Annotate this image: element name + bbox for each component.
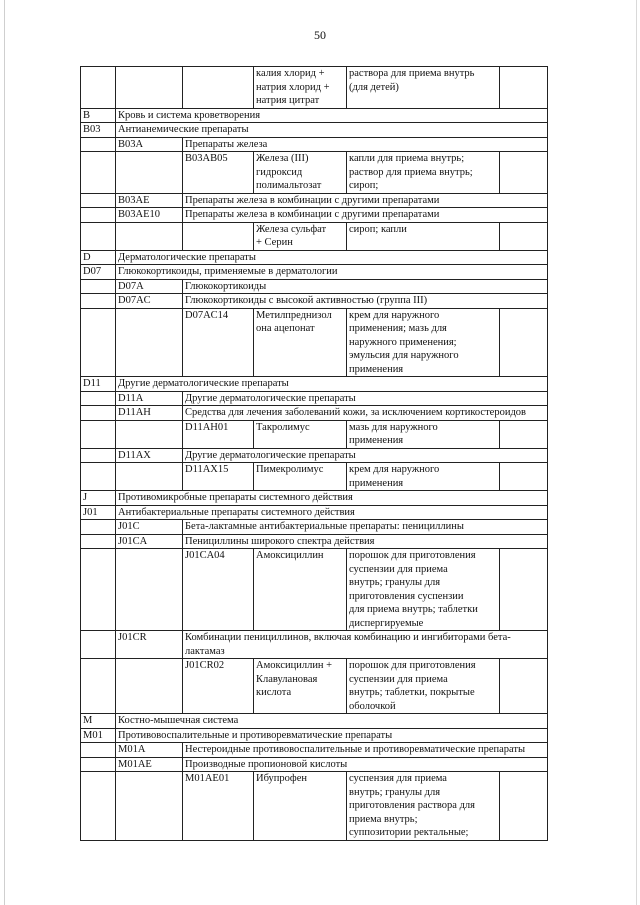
- table-row: [81, 772, 548, 841]
- atc-code-l2: [116, 67, 183, 109]
- drug-name: Железа (III) гидроксид полимальтозат: [254, 152, 347, 194]
- extra: [500, 420, 548, 448]
- dosage-form: крем для наружного применения; мазь для наружного применения; эмульсия для наружного применения: [347, 308, 500, 377]
- drug-name: Метилпреднизол она ацепонат: [254, 308, 347, 377]
- medication-table: [80, 66, 548, 841]
- atc-code-l2: [116, 152, 183, 194]
- atc-code-l1: [81, 222, 116, 250]
- group-title: Препараты железа в комбинации с другими препаратами: [183, 208, 548, 223]
- atc-code-l2: [116, 420, 183, 448]
- group-title: Другие дерматологические препараты: [183, 448, 548, 463]
- atc-code-l2: D11AH: [116, 406, 183, 421]
- group-title: Бета-лактамные антибактериальные препараты: пенициллины: [183, 520, 548, 535]
- table-row: [81, 265, 548, 280]
- atc-code-l1: [81, 743, 116, 758]
- table-row: [81, 308, 548, 377]
- atc-code-l2: B03A: [116, 137, 183, 152]
- group-title: Антибактериальные препараты системного действия: [116, 505, 548, 520]
- table-row: [81, 406, 548, 421]
- atc-code-l2: J01CA: [116, 534, 183, 549]
- table-row: [81, 534, 548, 549]
- atc-code-l1: [81, 406, 116, 421]
- group-title: Производные пропионовой кислоты: [183, 757, 548, 772]
- drug-name: Железа сульфат + Серин: [254, 222, 347, 250]
- dosage-form: сироп; капли: [347, 222, 500, 250]
- atc-code-l2: [116, 772, 183, 841]
- group-title: Кровь и система кроветворения: [116, 108, 548, 123]
- table-row: [81, 222, 548, 250]
- atc-code-l1: D07: [81, 265, 116, 280]
- group-title: Дерматологические препараты: [116, 250, 548, 265]
- extra: [500, 549, 548, 631]
- group-title: Пенициллины широкого спектра действия: [183, 534, 548, 549]
- table-row: [81, 391, 548, 406]
- extra: [500, 222, 548, 250]
- table-row: [81, 193, 548, 208]
- atc-code-l3: D11AX15: [183, 463, 254, 491]
- atc-code-l1: [81, 534, 116, 549]
- drug-name: Пимекролимус: [254, 463, 347, 491]
- atc-code-l2: [116, 463, 183, 491]
- atc-code-l2: D11AX: [116, 448, 183, 463]
- table-row: [81, 279, 548, 294]
- dosage-form: мазь для наружного применения: [347, 420, 500, 448]
- table-row: [81, 714, 548, 729]
- atc-code-l2: D07A: [116, 279, 183, 294]
- atc-code-l1: [81, 520, 116, 535]
- atc-code-l1: [81, 448, 116, 463]
- atc-code-l1: [81, 279, 116, 294]
- atc-code-l1: D: [81, 250, 116, 265]
- drug-name: калия хлорид + натрия хлорид + натрия цитрат: [254, 67, 347, 109]
- table-row: [81, 520, 548, 535]
- atc-code-l1: [81, 659, 116, 714]
- extra: [500, 772, 548, 841]
- atc-code-l2: [116, 549, 183, 631]
- group-title: Глюкокортикоиды, применяемые в дерматологии: [116, 265, 548, 280]
- group-title: Другие дерматологические препараты: [116, 377, 548, 392]
- dosage-form: крем для наружного применения: [347, 463, 500, 491]
- extra: [500, 659, 548, 714]
- atc-code-l2: M01AE: [116, 757, 183, 772]
- atc-code-l2: J01CR: [116, 631, 183, 659]
- table-row: [81, 491, 548, 506]
- table-row: [81, 659, 548, 714]
- dosage-form: порошок для приготовления суспензии для приема внутрь; гранулы для приготовления суспензии для приема внутрь; таблетки диспергируемые: [347, 549, 500, 631]
- atc-code-l2: [116, 659, 183, 714]
- drug-name: Ибупрофен: [254, 772, 347, 841]
- group-title: Костно-мышечная система: [116, 714, 548, 729]
- scan-edge-left: [4, 0, 5, 905]
- atc-code-l3: B03AB05: [183, 152, 254, 194]
- table-row: [81, 420, 548, 448]
- atc-code-l1: [81, 772, 116, 841]
- atc-code-l1: [81, 137, 116, 152]
- table-row: [81, 208, 548, 223]
- atc-code-l2: B03AE10: [116, 208, 183, 223]
- table-row: [81, 152, 548, 194]
- atc-code-l1: [81, 208, 116, 223]
- atc-code-l2: B03AE: [116, 193, 183, 208]
- table-row: [81, 631, 548, 659]
- table-row: [81, 728, 548, 743]
- atc-code-l1: [81, 420, 116, 448]
- table-row: [81, 549, 548, 631]
- scan-edge-right: [636, 0, 637, 905]
- group-title: Нестероидные противовоспалительные и противоревматические препараты: [183, 743, 548, 758]
- atc-code-l1: B03: [81, 123, 116, 138]
- atc-code-l1: [81, 193, 116, 208]
- atc-code-l2: [116, 308, 183, 377]
- drug-name: Амоксициллин + Клавулановая кислота: [254, 659, 347, 714]
- atc-code-l3: [183, 222, 254, 250]
- dosage-form: капли для приема внутрь; раствор для приема внутрь; сироп;: [347, 152, 500, 194]
- table-row: [81, 505, 548, 520]
- atc-code-l3: D07AC14: [183, 308, 254, 377]
- table-row: [81, 463, 548, 491]
- group-title: Препараты железа: [183, 137, 548, 152]
- atc-code-l2: [116, 222, 183, 250]
- page-number: 50: [314, 28, 326, 42]
- atc-code-l1: M: [81, 714, 116, 729]
- atc-code-l2: D11A: [116, 391, 183, 406]
- group-title: Противомикробные препараты системного действия: [116, 491, 548, 506]
- table-row: [81, 757, 548, 772]
- dosage-form: суспензия для приема внутрь; гранулы для приготовления раствора для приема внутрь; суппозитории ректальные;: [347, 772, 500, 841]
- dosage-form: раствора для приема внутрь (для детей): [347, 67, 500, 109]
- atc-code-l1: [81, 152, 116, 194]
- group-title: Противовоспалительные и противоревматические препараты: [116, 728, 548, 743]
- extra: [500, 67, 548, 109]
- table-row: [81, 67, 548, 109]
- atc-code-l2: J01C: [116, 520, 183, 535]
- drug-name: Амоксициллин: [254, 549, 347, 631]
- table-row: [81, 743, 548, 758]
- group-title: Антианемические препараты: [116, 123, 548, 138]
- group-title: Глюкокортикоиды: [183, 279, 548, 294]
- atc-code-l1: [81, 294, 116, 309]
- atc-code-l1: D11: [81, 377, 116, 392]
- atc-code-l1: [81, 308, 116, 377]
- table-row: [81, 250, 548, 265]
- atc-code-l3: M01AE01: [183, 772, 254, 841]
- extra: [500, 152, 548, 194]
- atc-code-l1: [81, 631, 116, 659]
- atc-code-l1: [81, 391, 116, 406]
- atc-code-l1: [81, 67, 116, 109]
- dosage-form: порошок для приготовления суспензии для приема внутрь; таблетки, покрытые оболочкой: [347, 659, 500, 714]
- atc-code-l3: [183, 67, 254, 109]
- atc-code-l3: J01CR02: [183, 659, 254, 714]
- table-row: [81, 137, 548, 152]
- drug-name: Такролимус: [254, 420, 347, 448]
- table-row: [81, 123, 548, 138]
- group-title: Другие дерматологические препараты: [183, 391, 548, 406]
- table-row: [81, 108, 548, 123]
- table-row: [81, 294, 548, 309]
- atc-code-l1: J01: [81, 505, 116, 520]
- atc-code-l1: M01: [81, 728, 116, 743]
- table-row: [81, 377, 548, 392]
- group-title: Препараты железа в комбинации с другими препаратами: [183, 193, 548, 208]
- atc-code-l3: J01CA04: [183, 549, 254, 631]
- group-title: Глюкокортикоиды с высокой активностью (группа III): [183, 294, 548, 309]
- atc-code-l2: D07AC: [116, 294, 183, 309]
- atc-code-l3: D11AH01: [183, 420, 254, 448]
- extra: [500, 463, 548, 491]
- group-title: Средства для лечения заболеваний кожи, за исключением кортикостероидов: [183, 406, 548, 421]
- atc-code-l1: J: [81, 491, 116, 506]
- atc-code-l1: B: [81, 108, 116, 123]
- atc-code-l1: [81, 463, 116, 491]
- atc-code-l1: [81, 549, 116, 631]
- table-row: [81, 448, 548, 463]
- atc-code-l1: [81, 757, 116, 772]
- atc-code-l2: M01A: [116, 743, 183, 758]
- extra: [500, 308, 548, 377]
- group-title: Комбинации пенициллинов, включая комбинацию и ингибиторами бета- лактамаз: [183, 631, 548, 659]
